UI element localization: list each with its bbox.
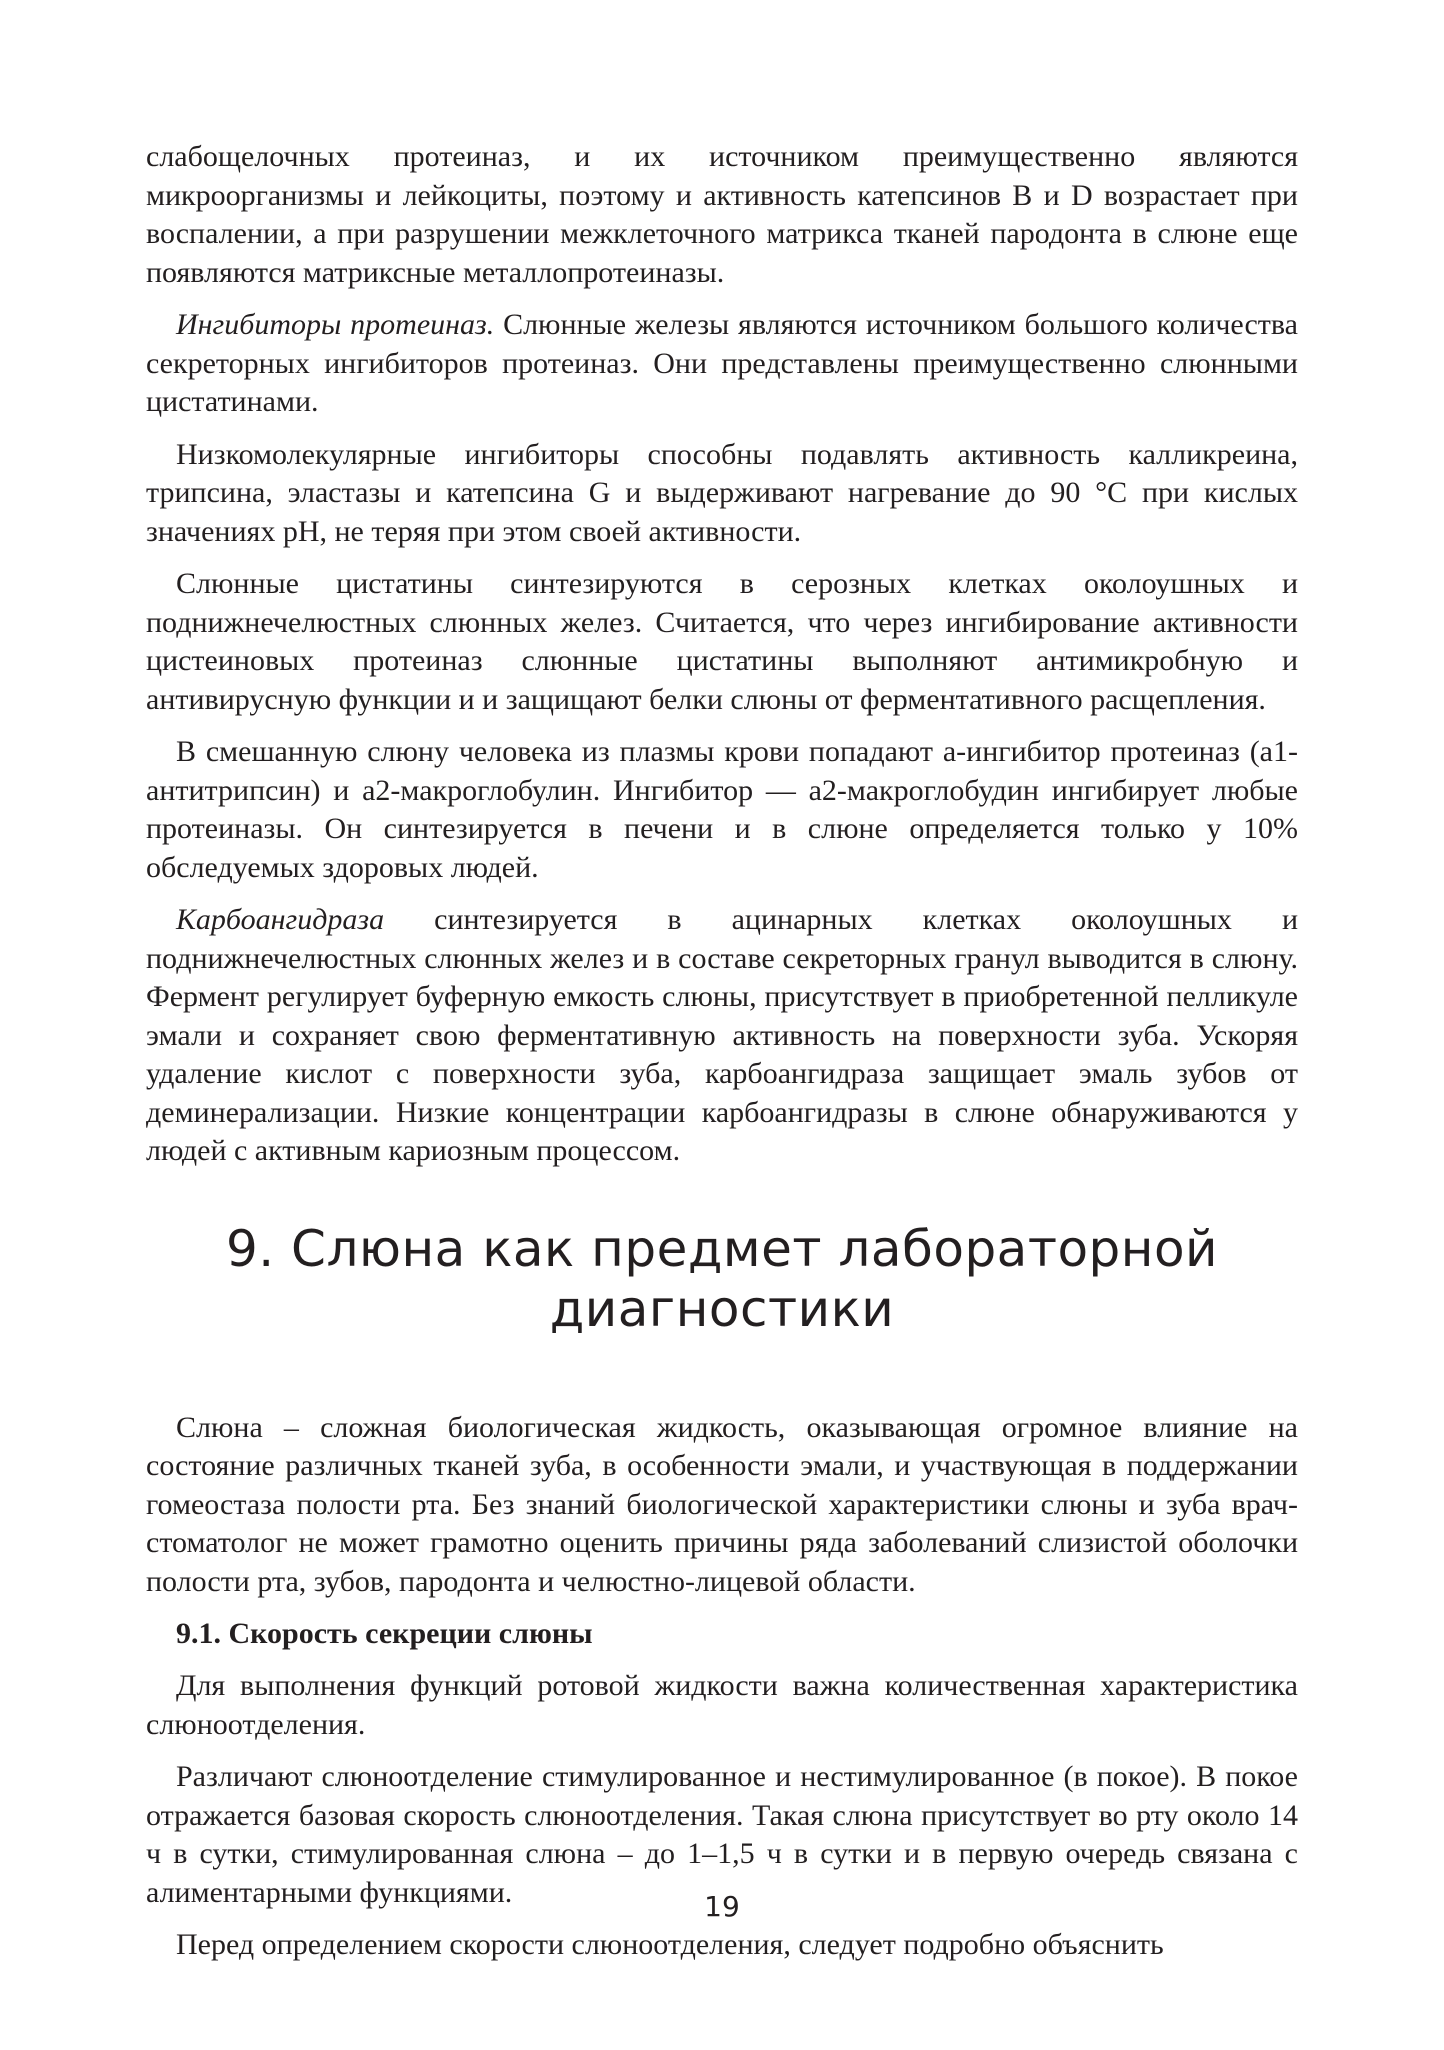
page-body <box>146 138 1298 1979</box>
chapter-heading-line-2: диагностики <box>549 1279 895 1338</box>
chapter-heading <box>146 1219 1298 1339</box>
inhibitors-text: Слюнные железы являются источником большого количества секреторных ингибиторов протеиназ. Они представлены преимущественно слюнными цистатинами. <box>146 308 1299 418</box>
section-heading: 9.1. Скорость секреции слюны <box>176 1617 593 1650</box>
paragraph-continuation: слабощелочных протеиназ, и их источником преимущественно являются микроорганизмы и лейкоциты, поэтому и активность катепсинов В и D возрастает при воспалении, а при разрушении межклеточного матрикса тканей пародонта в слюне еще появляются матриксные металлопротеиназы. <box>146 140 1298 289</box>
carbonic-text: синтезируется в ацинарных клетках околоушных и поднижнечелюстных слюнных желез и в составе секреторных гранул выводится в слюну. Фермент регулирует буферную емкость слюны, присутствует в приобретенной пелликуле эмали и сохраняет свою ферментативную активность на поверхности зуба. Ускоряя удаление кислот с поверхности зуба, карбоангидраза защищает эмаль зубов от деминерализации. Низкие концентрации карбоангидразы в слюне обнаруживаются у людей с активным кариозным процессом. <box>146 903 1298 1167</box>
paragraph-cystatins: Слюнные цистатины синтезируются в серозных клетках околоушных и поднижнечелюстных слюнных желез. Считается, что через ингибирование активности цистеиновых протеиназ слюнные цистатины выполняют антимикробную и антивирусную функции и и защищают белки слюны от ферментативного расщепления. <box>146 567 1298 716</box>
term-inhibitors: Ингибиторы протеиназ. <box>176 308 495 341</box>
paragraph-plasma: В смешанную слюну человека из плазмы крови попадают а-ингибитор протеиназ (а1-антитрипсин) и а2-макроглобулин. Ингибитор — а2-макроглобудин ингибирует любые протеиназы. Он синтезируется в печени и в слюне определяется только у 10% обследуемых здоровых людей. <box>146 735 1298 884</box>
page-number: 19 <box>704 1890 740 1923</box>
paragraph-section-3: Перед определением скорости слюноотделения, следует подробно объяснить <box>176 1928 1164 1961</box>
paragraph-inhibitors <box>146 306 1298 422</box>
paragraph-chapter-intro: Слюна – сложная биологическая жидкость, оказывающая огромное влияние на состояние различных тканей зуба, в особенности эмали, и участвующая в поддержании гомеостаза полости рта. Без знаний биологической характеристики слюны и зуба врач- стоматолог не может грамотно оценить причины ряда заболеваний слизистой оболочки полости рта, зубов, пародонта и челюстно-лицевой области. <box>146 1410 1298 1598</box>
paragraph-section-1: Для выполнения функций ротовой жидкости важна количественная характеристика слюноотделения. <box>146 1669 1298 1741</box>
paragraph-carbonic <box>146 901 1298 1171</box>
term-carbonic: Карбоангидраза <box>176 903 385 936</box>
paragraph-section-2: Различают слюноотделение стимулированное и нестимулированное (в покое). В покое отражается базовая скорость слюноотделения. Такая слюна присутствует во рту около 14 ч в сутки, стимулированная слюна – до 1–1,5 ч в сутки и в первую очередь связана с алиментарными функциями. <box>146 1760 1298 1909</box>
chapter-heading-line-1: 9. Слюна как предмет лабораторной <box>225 1219 1219 1278</box>
paragraph-low-molecular: Низкомолекулярные ингибиторы способны подавлять активность калликреина, трипсина, эластазы и катепсина G и выдерживают нагревание до 90 °С при кислых значениях pH, не теряя при этом своей активности. <box>146 437 1298 548</box>
